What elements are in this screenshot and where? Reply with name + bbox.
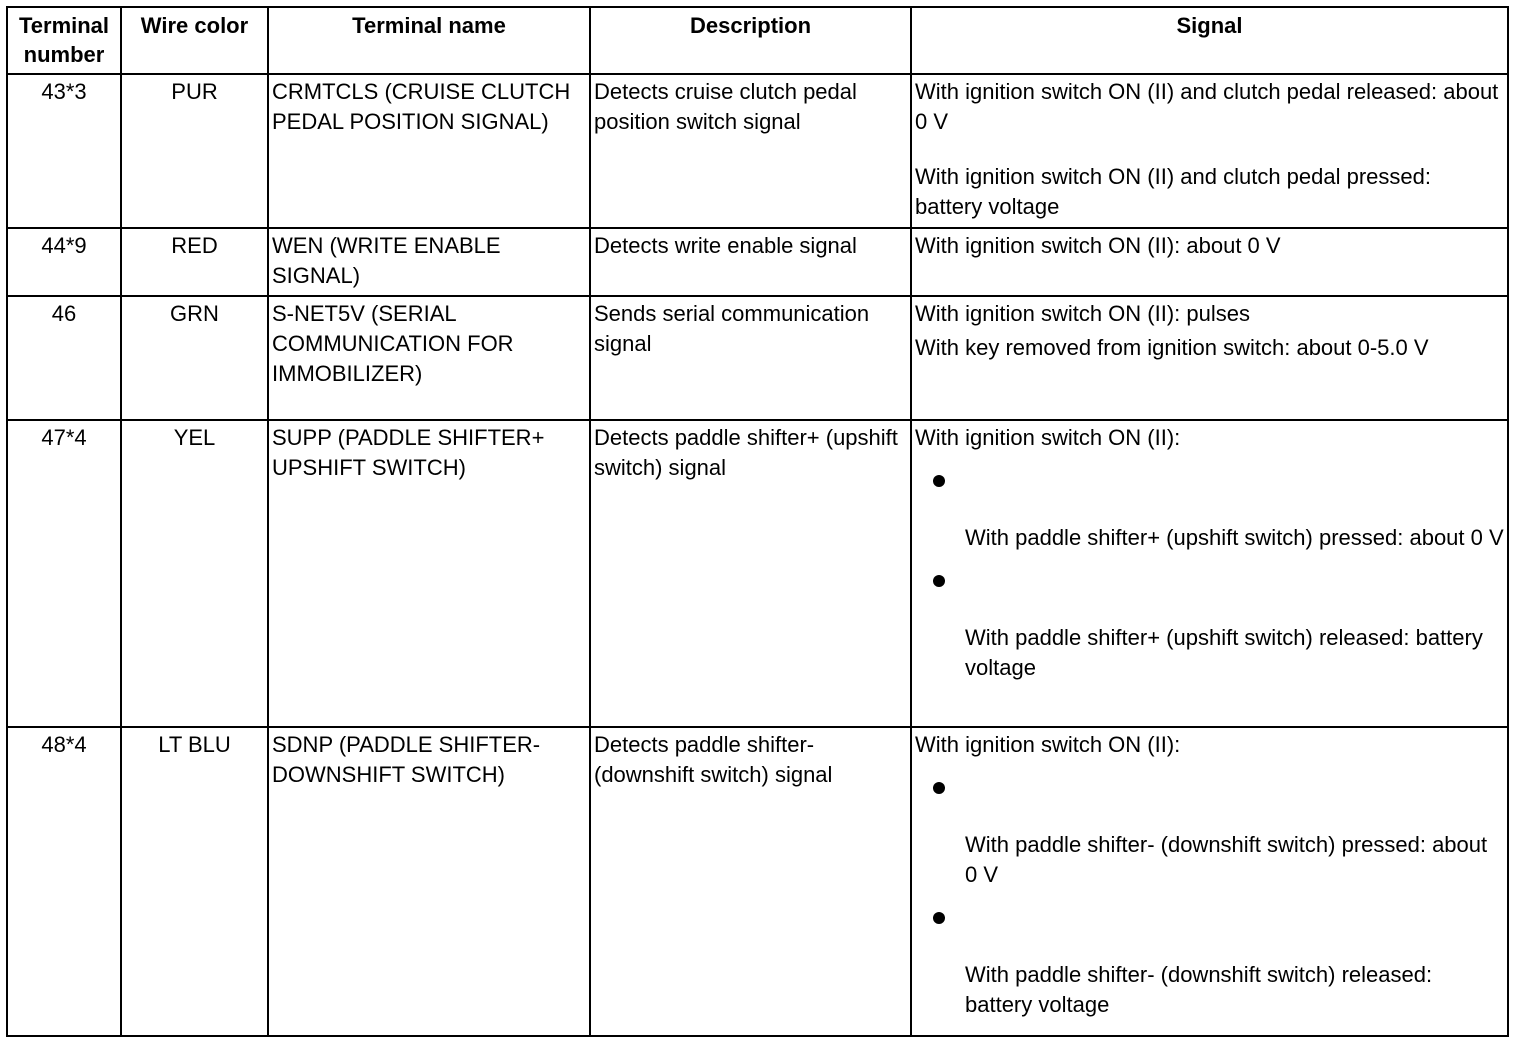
bullet-marker [929,467,1504,499]
header-wire-color: Wire color [121,7,268,74]
header-signal: Signal [911,7,1508,74]
signal-line: With ignition switch ON (II) and clutch pedal pressed: battery voltage [915,164,1432,219]
terminal-number-cell: 47*4 [7,420,121,727]
header-description: Description [590,7,911,74]
terminal-name-cell: CRMTCLS (CRUISE CLUTCH PEDAL POSITION SIGNAL) [268,74,590,228]
bullet-icon [933,575,945,587]
bullet-icon [933,782,945,794]
signal-line: With ignition switch ON (II): pulses [915,301,1250,326]
table-row [7,420,1508,727]
signal-line: With key removed from ignition switch: about 0-5.0 V [915,335,1429,360]
bullet-text: With paddle shifter- (downshift switch) released: battery voltage [965,962,1433,1017]
signal-cell [911,74,1508,228]
header-terminal-number: Terminal number [7,7,121,74]
bullet-text: With paddle shifter- (downshift switch) pressed: about 0 V [965,832,1488,887]
terminal-name-cell: SUPP (PADDLE SHIFTER+ UPSHIFT SWITCH) [268,420,590,727]
bullet-icon [933,912,945,924]
wire-color-cell: YEL [121,420,268,727]
bullet-marker [929,567,1504,599]
wire-color-cell: LT BLU [121,727,268,1036]
terminal-number-cell: 46 [7,296,121,420]
terminal-table [6,6,1509,1037]
signal-intro: With ignition switch ON (II): [915,732,1181,757]
signal-line: With ignition switch ON (II) and clutch pedal released: about 0 V [915,79,1499,134]
description-cell: Detects write enable signal [590,228,911,296]
signal-cell [911,228,1508,296]
description-cell: Detects paddle shifter- (downshift switch) signal [590,727,911,1036]
bullet-text: With paddle shifter+ (upshift switch) pressed: about 0 V [965,525,1504,550]
bullet-icon [933,475,945,487]
bullet-text: With paddle shifter+ (upshift switch) released: battery voltage [965,625,1483,680]
signal-cell [911,296,1508,420]
description-cell: Detects paddle shifter+ (upshift switch) signal [590,420,911,727]
table-row [7,727,1508,1036]
terminal-number-cell: 44*9 [7,228,121,296]
terminal-name-cell: WEN (WRITE ENABLE SIGNAL) [268,228,590,296]
signal-line: With ignition switch ON (II): about 0 V [915,233,1281,258]
header-terminal-name: Terminal name [268,7,590,74]
terminal-number-cell: 48*4 [7,727,121,1036]
description-cell: Detects cruise clutch pedal position switch signal [590,74,911,228]
terminal-name-cell: S-NET5V (SERIAL COMMUNICATION FOR IMMOBILIZER) [268,296,590,420]
table-row [7,74,1508,228]
table-row [7,228,1508,296]
signal-cell [911,420,1508,727]
bullet-marker [929,904,1504,936]
wire-color-cell: RED [121,228,268,296]
wire-color-cell: GRN [121,296,268,420]
terminal-number-cell: 43*3 [7,74,121,228]
table-row [7,296,1508,420]
wire-color-cell: PUR [121,74,268,228]
terminal-name-cell: SDNP (PADDLE SHIFTER- DOWNSHIFT SWITCH) [268,727,590,1036]
header-row [7,7,1508,74]
signal-cell [911,727,1508,1036]
signal-intro: With ignition switch ON (II): [915,425,1181,450]
bullet-marker [929,774,1504,806]
description-cell: Sends serial communication signal [590,296,911,420]
